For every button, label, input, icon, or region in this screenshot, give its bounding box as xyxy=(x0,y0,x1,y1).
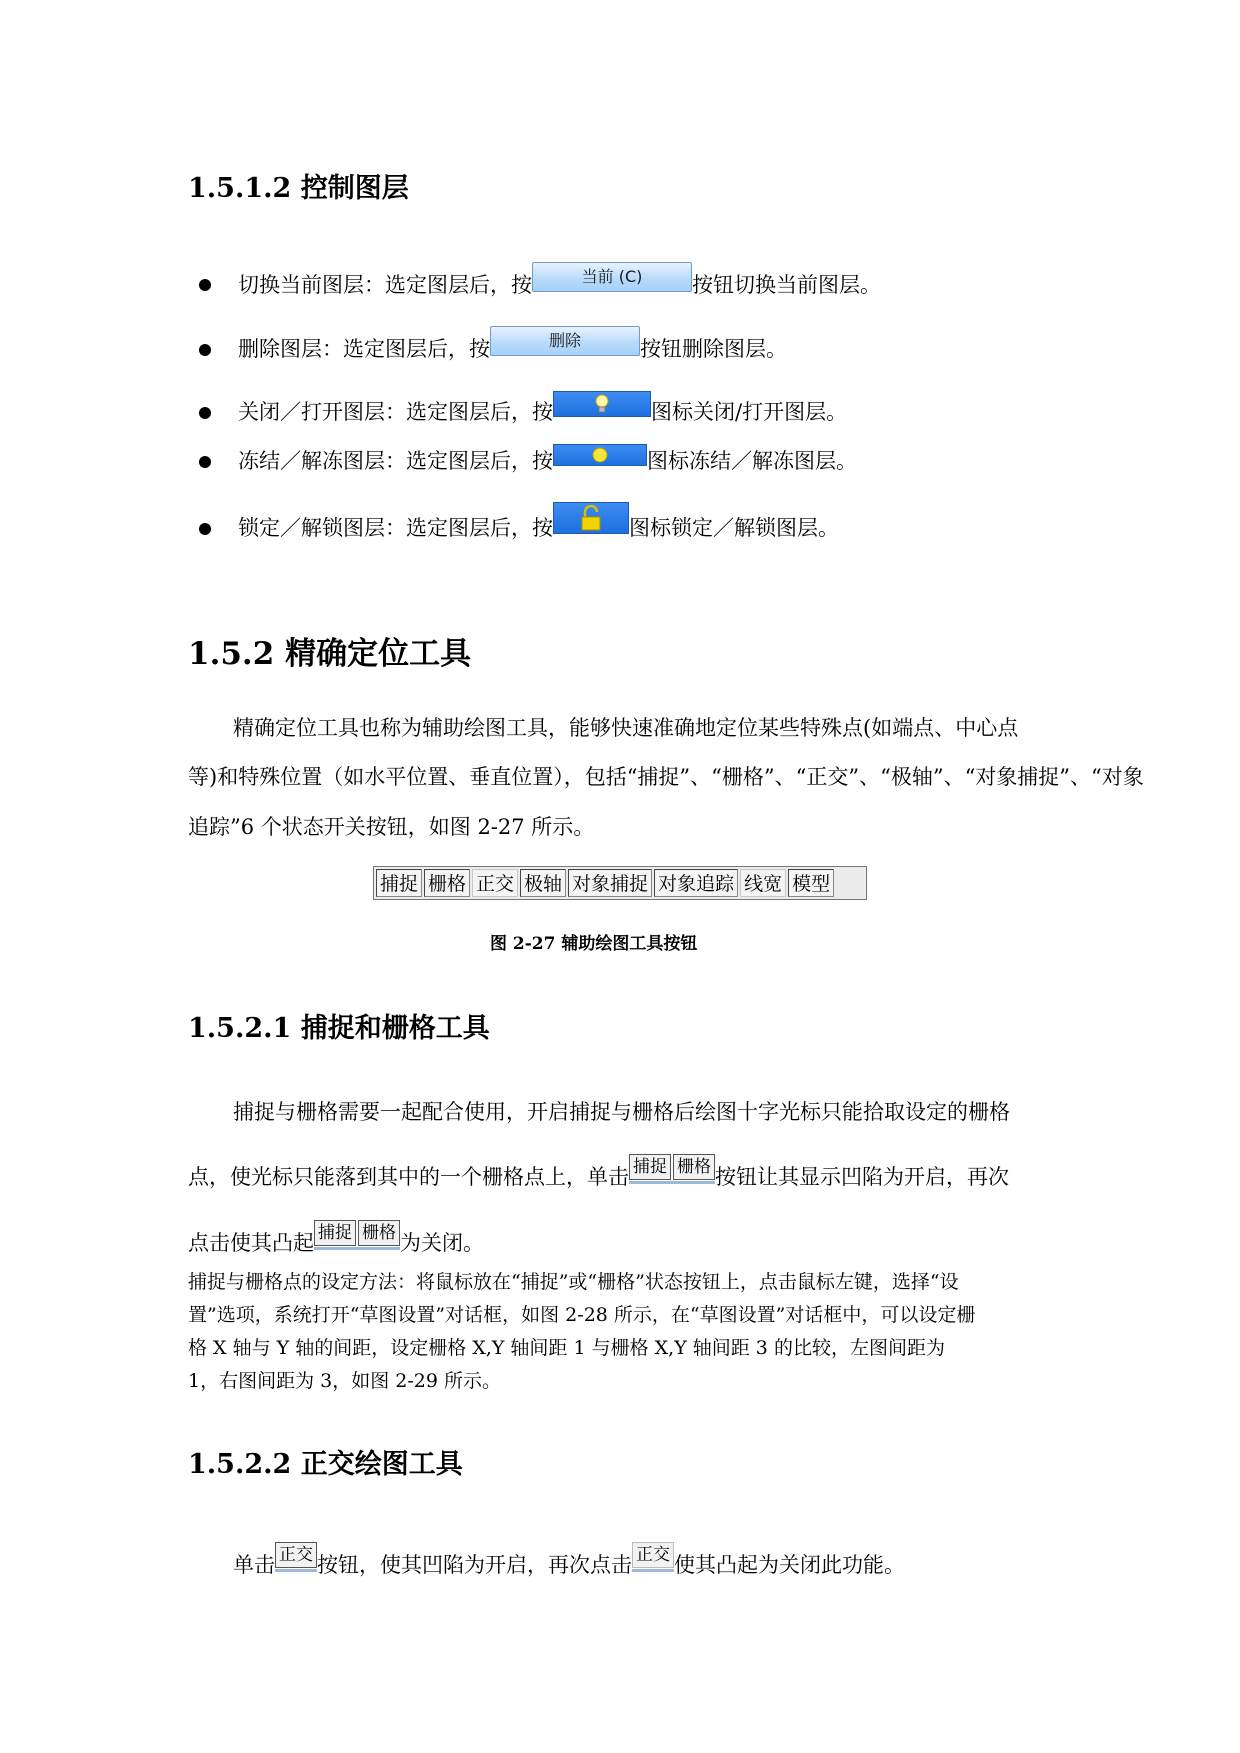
snap-grid-buttons[interactable] xyxy=(314,1220,400,1250)
bullet-text: 按钮删除图层。 xyxy=(640,337,787,361)
bullet-item-current-layer xyxy=(238,266,881,302)
paragraph-text: 点击使其凸起 xyxy=(188,1231,314,1255)
paragraph-text: 按钮让其显示凹陷为开启，再次 xyxy=(715,1165,1009,1189)
paragraph-line: 追踪”6 个状态开关按钮，如图 2-27 所示。 xyxy=(188,815,595,839)
bullet-text: 图标锁定／解锁图层。 xyxy=(629,516,839,540)
bullet-dot xyxy=(199,279,211,291)
bullet-text: 删除图层：选定图层后，按 xyxy=(238,337,490,361)
bullet-text: 锁定／解锁图层：选定图层后，按 xyxy=(238,516,553,540)
padlock-icon[interactable] xyxy=(553,502,629,534)
sun-icon[interactable] xyxy=(553,444,647,466)
ortho-button-image[interactable] xyxy=(275,1542,317,1572)
bullet-text: 图标关闭/打开图层。 xyxy=(651,400,848,424)
paragraph-line xyxy=(188,1156,1009,1194)
bullet-text: 关闭／打开图层：选定图层后，按 xyxy=(238,400,553,424)
drafting-toolbar xyxy=(373,866,867,900)
paragraph-line: 捕捉与栅格点的设定方法：将鼠标放在“捕捉”或“栅格”状态按钮上，点击鼠标左键，选择“设 xyxy=(188,1271,959,1293)
paragraph-text: 点，使光标只能落到其中的一个栅格点上，单击 xyxy=(188,1165,629,1189)
bullet-text: 按钮切换当前图层。 xyxy=(692,273,881,297)
bullet-dot xyxy=(199,456,211,468)
bullet-item-freeze-layer xyxy=(238,446,857,476)
bullet-dot xyxy=(199,407,211,419)
ortho-button-image[interactable] xyxy=(632,1542,674,1572)
figure-caption: 图 2-27 辅助绘图工具按钮 xyxy=(490,934,698,954)
section-title-1521: 1.5.2.1 捕捉和栅格工具 xyxy=(188,1013,490,1044)
toolbar-model-button[interactable]: 模型 xyxy=(788,869,834,897)
section-title-152: 1.5.2 精确定位工具 xyxy=(188,636,472,672)
toolbar-otrack-button[interactable]: 对象追踪 xyxy=(654,869,738,897)
section-title-1522: 1.5.2.2 正交绘图工具 xyxy=(188,1449,463,1480)
lightbulb-icon[interactable] xyxy=(553,391,651,417)
ortho-button[interactable]: 正交 xyxy=(275,1542,317,1568)
paragraph-line: 格 X 轴与 Y 轴的间距，设定栅格 X,Y 轴间距 1 与栅格 X,Y 轴间距 3 的比较，左图间距为 xyxy=(188,1337,945,1359)
paragraph-line: 等)和特殊位置（如水平位置、垂直位置），包括“捕捉”、“栅格”、“正交”、“极轴”、“对象捕捉”、“对象 xyxy=(188,765,1144,789)
toolbar-snap-button[interactable]: 捕捉 xyxy=(376,869,422,897)
paragraph-line xyxy=(233,1544,905,1582)
bullet-text: 冻结／解冻图层：选定图层后，按 xyxy=(238,449,553,473)
paragraph-line: 1，右图间距为 3，如图 2-29 所示。 xyxy=(188,1370,501,1392)
bullet-dot xyxy=(199,523,211,535)
snap-button[interactable]: 捕捉 xyxy=(629,1154,671,1180)
paragraph-text: 按钮，使其凹陷为开启，再次点击 xyxy=(317,1553,632,1577)
grid-button[interactable]: 栅格 xyxy=(673,1154,715,1180)
paragraph-text: 使其凸起为关闭此功能。 xyxy=(674,1553,905,1577)
bullet-text: 切换当前图层：选定图层后，按 xyxy=(238,273,532,297)
bullet-dot xyxy=(199,344,211,356)
toolbar-polar-button[interactable]: 极轴 xyxy=(520,869,566,897)
paragraph-text: 为关闭。 xyxy=(400,1231,484,1255)
paragraph-line: 精确定位工具也称为辅助绘图工具，能够快速准确地定位某些特殊点(如端点、中心点 xyxy=(233,716,1019,740)
toolbar-osnap-button[interactable]: 对象捕捉 xyxy=(568,869,652,897)
bullet-text: 图标冻结／解冻图层。 xyxy=(647,449,857,473)
grid-button[interactable]: 栅格 xyxy=(358,1220,400,1246)
toolbar-ortho-button[interactable]: 正交 xyxy=(472,869,518,897)
bullet-item-delete-layer xyxy=(238,330,787,366)
delete-layer-button[interactable]: 删除 xyxy=(490,326,640,356)
paragraph-text: 单击 xyxy=(233,1553,275,1577)
snap-grid-buttons[interactable] xyxy=(629,1154,715,1184)
section-title-1512: 1.5.1.2 控制图层 xyxy=(188,173,409,204)
bullet-item-onoff-layer xyxy=(238,397,847,427)
paragraph-line: 置”选项，系统打开“草图设置”对话框，如图 2-28 所示，在“草图设置”对话框中，可以设定栅 xyxy=(188,1304,976,1326)
bullet-item-lock-layer xyxy=(238,513,839,546)
toolbar-lineweight-button[interactable]: 线宽 xyxy=(740,869,786,897)
ortho-button[interactable]: 正交 xyxy=(632,1542,674,1568)
toolbar-grid-button[interactable]: 栅格 xyxy=(424,869,470,897)
current-layer-button[interactable]: 当前 (C) xyxy=(532,262,692,292)
snap-button[interactable]: 捕捉 xyxy=(314,1220,356,1246)
paragraph-line xyxy=(188,1222,484,1260)
paragraph-line: 捕捉与栅格需要一起配合使用，开启捕捉与栅格后绘图十字光标只能拾取设定的栅格 xyxy=(233,1100,1010,1124)
